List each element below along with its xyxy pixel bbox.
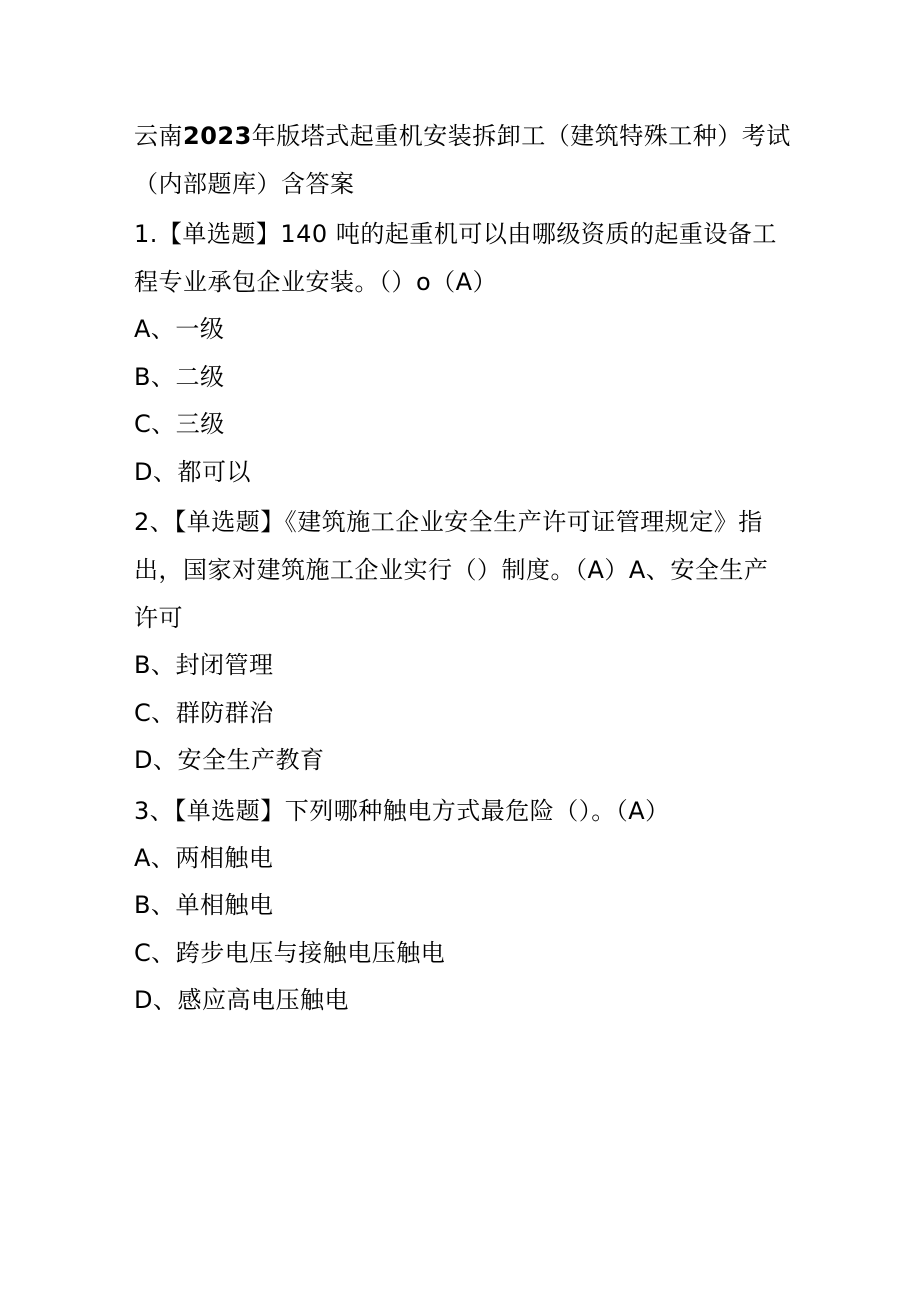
question-2-option-b: B、封闭管理 (134, 651, 274, 679)
title-year: 2023 (183, 122, 252, 150)
question-3-option-a: A、两相触电 (134, 843, 274, 872)
question-3-option-b: B、单相触电 (134, 891, 274, 919)
title-line-1 (134, 112, 814, 160)
question-2-option-c: C、群防群治 (134, 698, 274, 727)
question-1-option-b: B、二级 (134, 362, 225, 391)
title-prefix: 云南 (134, 122, 183, 150)
title-suffix: 年版塔式起重机安装拆卸工（建筑特殊工种）考试 (251, 122, 791, 150)
question-1-stem-line-2: 程专业承包企业安装。（）o（A） (134, 268, 498, 296)
document-title (134, 112, 814, 208)
question-2-stem-line-1: 2、【单选题】《建筑施工企业安全生产许可证管理规定》指 (134, 508, 763, 536)
question-2-option-d: D、安全生产教育 (134, 746, 325, 774)
question-1-stem-line-1: 1.【单选题】140 吨的起重机可以由哪级资质的起重设备工 (134, 220, 777, 248)
question-1-option-c: C、三级 (134, 410, 225, 438)
question-2-stem-line-3: 许可 (134, 604, 183, 632)
question-3 (134, 787, 814, 1025)
question-2-stem-line-2: 出，国家对建筑施工企业实行（）制度。（A）A、安全生产 (134, 556, 769, 584)
title-line-2: （内部题库）含答案 (134, 170, 355, 198)
document-content (134, 112, 814, 1025)
question-3-option-c: C、跨步电压与接触电压触电 (134, 938, 446, 967)
question-1 (134, 210, 814, 496)
question-2 (134, 498, 814, 785)
question-1-option-a: A、一级 (134, 315, 225, 343)
question-3-option-d: D、感应高电压触电 (134, 986, 349, 1014)
question-1-option-d: D、都可以 (134, 457, 251, 486)
question-3-stem-line-1: 3、【单选题】下列哪种触电方式最危险（）。（A） (134, 796, 670, 825)
